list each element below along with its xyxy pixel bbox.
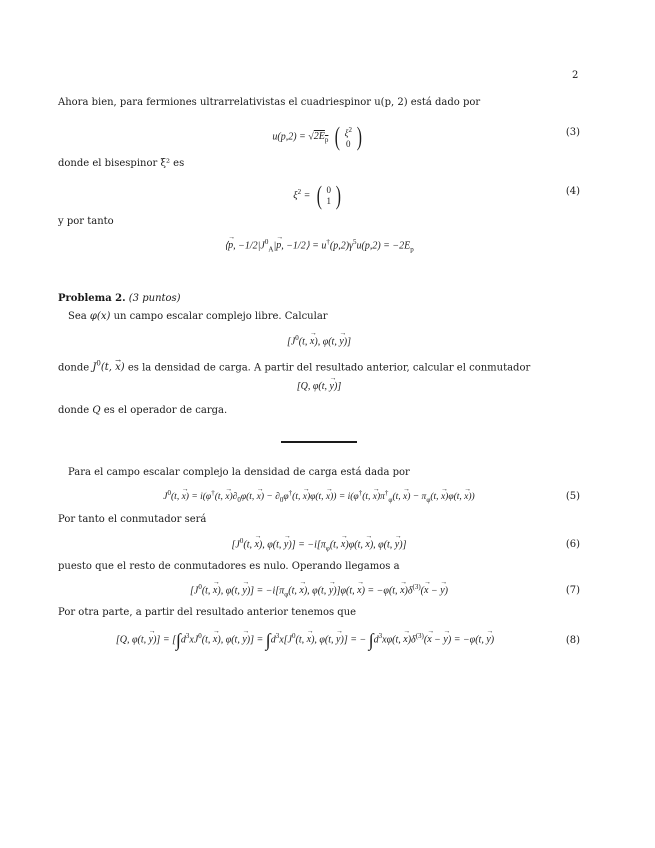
page-number: 2 bbox=[572, 70, 579, 81]
section-divider bbox=[281, 441, 357, 443]
equation-commutator-Q: [Q, φ(t, y →)] bbox=[58, 381, 580, 401]
equation-8-number: (8) bbox=[565, 635, 580, 646]
equation-7 bbox=[58, 583, 580, 603]
where-Q-paragraph: donde Q es el operador de carga. bbox=[58, 405, 228, 416]
equation-6 bbox=[58, 537, 580, 557]
equation-8-body: [Q, φ(t, y →)] = [$\int d^3xJ^0(t$, x →), φ(t, y →)] = $\int d^3x[J^0(t$, x →), φ(t, y →)] = − $\int d^3x\varphi(t$, $x \to)\delta^{(3)}(x$ → − y →) = −φ(t, y →) bbox=[58, 632, 580, 645]
solution-paragraph-1: Para el campo escalar complejo la densidad de carga está dada por bbox=[68, 467, 410, 478]
bispinor-paragraph: donde el bisespinor ξ² es bbox=[58, 158, 185, 169]
equation-7-body: [$J^0(t$, x →), φ(t, y →)] = $-i[\pi_\varphi(t$, x →), φ(t, y →)]φ(t, x →) = −φ(t, $x \to)\delta^{(3)}(x$ → − y →) bbox=[58, 583, 580, 598]
problem-heading-line bbox=[58, 293, 181, 305]
equation-8 bbox=[58, 632, 580, 652]
equation-4-body: $\xi^2$ = ( 0 1 ) bbox=[293, 181, 341, 210]
where-Q-text: es el operador de carga. bbox=[103, 405, 228, 416]
equation-6-body: [$J^0(t$, x →), φ(t, y →)] = $-i[\pi_\varphi(t$, x →)φ(t, x →), φ(t, y →)] bbox=[58, 537, 580, 552]
equation-helicity-body: ⟨p →, $-1/2|J^0_A|p$ →, −1/2⟩ = $u^\dagger(p,2)\gamma^5u(p,2) = -2E_p$ bbox=[58, 238, 580, 253]
equation-3-body: $u(p,2) = √2E_p$ ( $\xi^2$ 0 ) bbox=[272, 122, 362, 151]
equation-4-number: (4) bbox=[565, 186, 580, 197]
solution-paragraph-3: puesto que el resto de conmutadores es nulo. Operando llegamos a bbox=[58, 561, 400, 572]
intro-paragraph: Ahora bien, para fermiones ultrarrelativistas el cuadriespinor u(p, 2) está dado por bbox=[58, 97, 481, 108]
problem-heading: Problema 2. bbox=[58, 293, 126, 304]
therefore-paragraph: y por tanto bbox=[58, 216, 114, 227]
equation-3 bbox=[58, 122, 580, 151]
statement-text: un campo escalar complejo libre. Calcular bbox=[113, 311, 328, 322]
donde-word: donde bbox=[58, 405, 90, 416]
equation-3-number: (3) bbox=[565, 127, 580, 138]
equation-helicity bbox=[58, 238, 580, 258]
problem-statement: Sea φ(x) un campo escalar complejo libre. Calcular bbox=[68, 311, 328, 322]
equation-commutator-J: [$J^0(t$, x →), φ(t, y →)] bbox=[58, 334, 580, 354]
equation-4 bbox=[58, 181, 580, 210]
equation-6-number: (6) bbox=[565, 539, 580, 550]
where-J-text: es la densidad de carga. A partir del resultado anterior, calcular el conmutador bbox=[127, 362, 531, 374]
equation-5-number: (5) bbox=[565, 491, 580, 502]
equation-5-body: $J^0(t$, x →) = i(φ†(t, $x \to)\partial_0\varphi(t$, x →) − $\partial_0\varphi^\dagger(t$, x →)φ(t, x →)) = i(φ†(t, $x \to)\pi^\dagger_\varphi(t$, x →) − $\pi_\varphi(t$, x →)φ(t, x →)) bbox=[58, 489, 580, 504]
problem-points: (3 puntos) bbox=[128, 293, 181, 304]
equation-7-number: (7) bbox=[565, 585, 580, 596]
statement-prefix: Sea bbox=[68, 311, 87, 322]
where-J-paragraph: donde $J^0(t$, x →) es la densidad de carga. A partir del resultado anterior, calcular el conmutador bbox=[58, 358, 530, 374]
equation-5 bbox=[58, 489, 580, 509]
donde-word: donde bbox=[58, 362, 90, 374]
solution-paragraph-2: Por tanto el conmutador será bbox=[58, 514, 207, 525]
solution-paragraph-4: Por otra parte, a partir del resultado anterior tenemos que bbox=[58, 607, 357, 618]
